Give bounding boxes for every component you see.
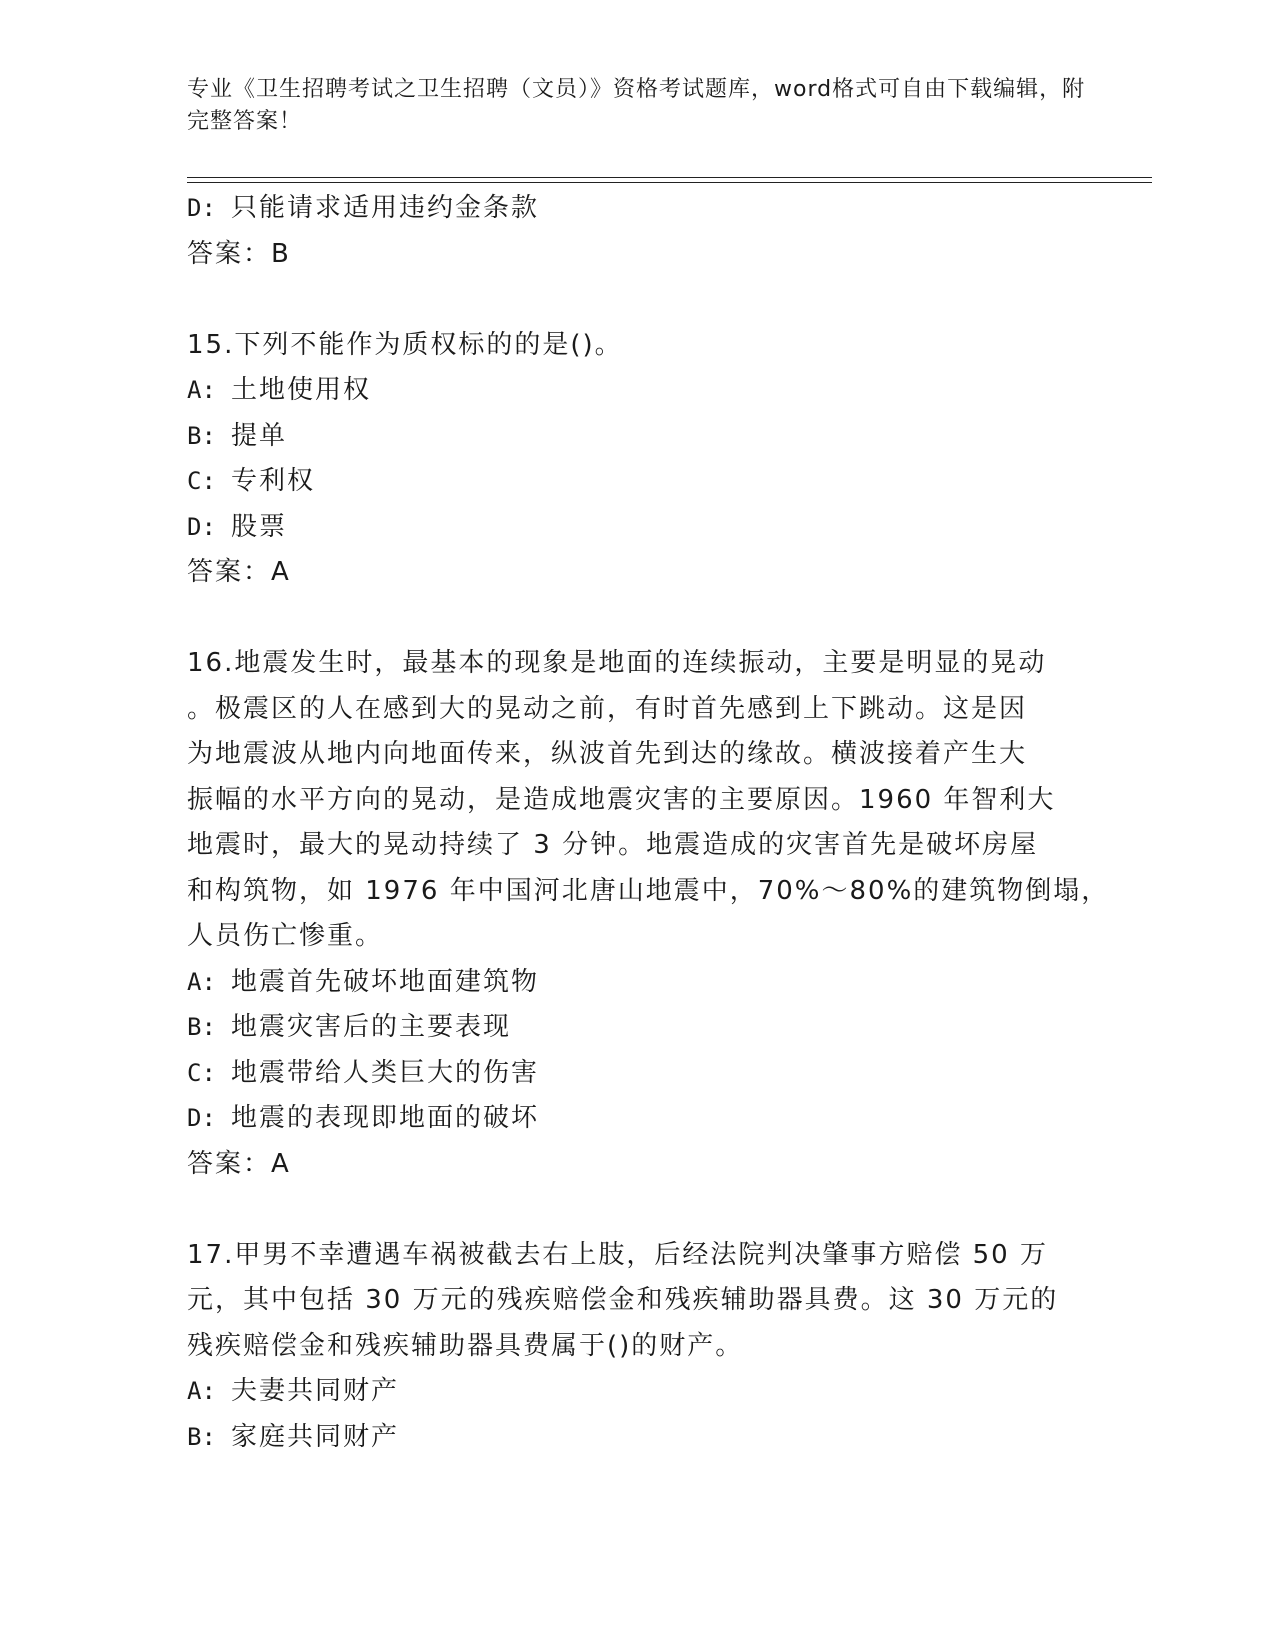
option-text: 提单: [231, 420, 288, 451]
header-divider-top: [187, 177, 1152, 178]
option-letter: A:: [187, 376, 216, 404]
q16-option-a: [187, 960, 1087, 1006]
q16-stem-line: 人员伤亡惨重。: [187, 921, 384, 951]
q17-option-b: [187, 1415, 1087, 1461]
q15-answer: 答案：A: [187, 557, 291, 587]
option-letter: D:: [187, 1104, 216, 1132]
header-divider-bottom: [187, 182, 1152, 183]
q15-option-d: [187, 505, 1087, 551]
option-text: 地震的表现即地面的破坏: [231, 1103, 540, 1133]
option-text: 地震首先破坏地面建筑物: [231, 966, 540, 997]
option-text: 地震灾害后的主要表现: [231, 1012, 512, 1042]
option-text: 地震带给人类巨大的伤害: [231, 1057, 540, 1088]
option-letter: C:: [187, 1058, 216, 1087]
option-text: 土地使用权: [231, 375, 372, 405]
option-letter: D:: [187, 194, 216, 222]
option-letter: B:: [187, 1013, 216, 1041]
q16-stem-line: 振幅的水平方向的晃动，是造成地震灾害的主要原因。1960 年智利大: [187, 784, 1056, 815]
option-letter: B:: [187, 421, 216, 450]
spacer: [187, 277, 1087, 323]
page-header: [187, 74, 1087, 138]
q17-stem-line: 元，其中包括 30 万元的残疾赔偿金和残疾辅助器具费。这 30 万元的: [187, 1285, 1059, 1315]
q16-stem-line: 和构筑物，如 1976 年中国河北唐山地震中，70%～80%的建筑物倒塌，: [187, 875, 1110, 906]
q17-stem-line: 17.甲男不幸遭遇车祸被截去右上肢，后经法院判决肇事方赔偿 50 万: [187, 1239, 1048, 1270]
q17-option-a: [187, 1369, 1087, 1415]
option-text: 夫妻共同财产: [231, 1376, 400, 1406]
option-letter: A:: [187, 1377, 216, 1405]
spacer: [187, 1187, 1087, 1233]
q16-stem-line: 地震时，最大的晃动持续了 3 分钟。地震造成的灾害首先是破坏房屋: [187, 830, 1039, 860]
q15-option-c: [187, 459, 1087, 505]
option-text: 家庭共同财产: [231, 1421, 400, 1452]
q16-option-c: [187, 1051, 1087, 1097]
option-letter: A:: [187, 967, 216, 996]
option-text: 专利权: [231, 466, 316, 496]
prev-answer: 答案：B: [187, 238, 291, 269]
q15-option-b: [187, 414, 1087, 460]
q16-option-d: [187, 1096, 1087, 1142]
prev-option-d: [187, 186, 1087, 232]
option-text: 只能请求适用违约金条款: [231, 193, 540, 223]
spacer: [187, 596, 1087, 642]
q16-stem-line: 为地震波从地内向地面传来，纵波首先到达的缘故。横波接着产生大: [187, 739, 1028, 769]
question-content: [187, 186, 1110, 1460]
q15-option-a: [187, 368, 1087, 414]
q16-stem-line: 16.地震发生时，最基本的现象是地面的连续振动，主要是明显的晃动: [187, 648, 1047, 678]
q16-option-b: [187, 1005, 1087, 1051]
q17-stem-line: 残疾赔偿金和残疾辅助器具费属于()的财产。: [187, 1330, 744, 1361]
option-letter: B:: [187, 1422, 216, 1451]
q15-stem: 15.下列不能作为质权标的的是()。: [187, 329, 623, 360]
option-letter: C:: [187, 467, 216, 495]
q16-stem-line: 。极震区的人在感到大的晃动之前，有时首先感到上下跳动。这是因: [187, 693, 1028, 724]
q16-answer: 答案：A: [187, 1148, 291, 1179]
option-letter: D:: [187, 512, 216, 541]
header-text: 专业《卫生招聘考试之卫生招聘（文员）》资格考试题库，word格式可自由下载编辑，附完整答案！: [187, 77, 1086, 134]
option-text: 股票: [231, 511, 288, 542]
